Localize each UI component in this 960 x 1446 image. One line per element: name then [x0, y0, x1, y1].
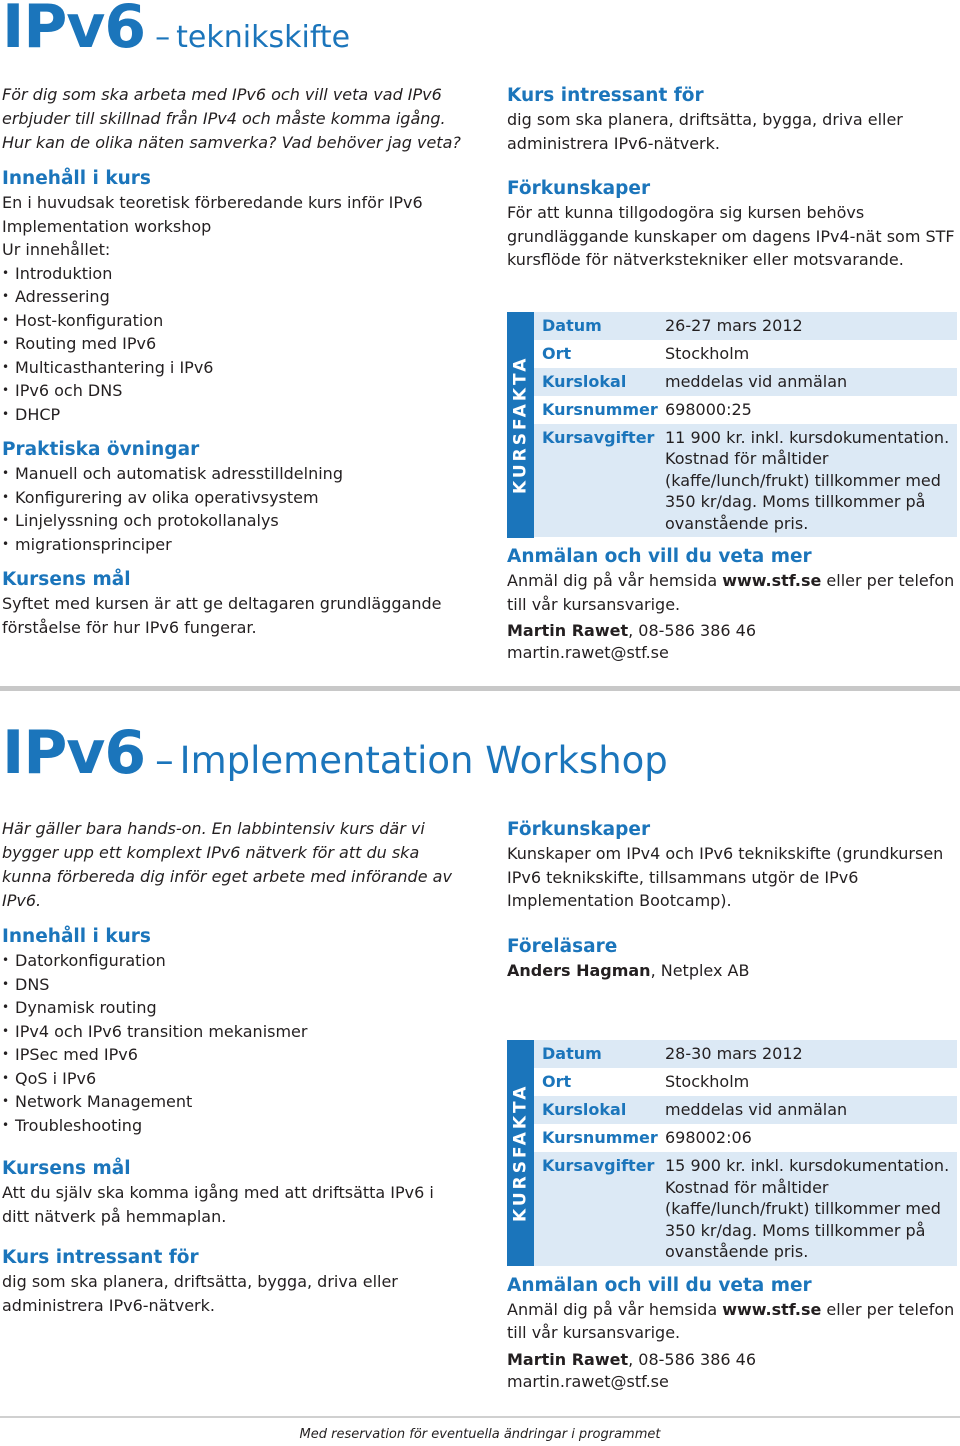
- facts-row-venue: [534, 368, 957, 396]
- course-title: [2, 0, 350, 62]
- audience-heading: Kurs intressant för: [2, 1247, 199, 1268]
- list-item: • IPv6 och DNS: [2, 379, 462, 403]
- prereq-heading: Förkunskaper: [507, 819, 651, 840]
- course-section-teknikskifte: [0, 0, 960, 700]
- facts-value: 26-27 mars 2012: [665, 315, 803, 335]
- facts-row-date: [534, 1040, 957, 1068]
- facts-value: 698002:06: [665, 1128, 752, 1147]
- goal-heading: Kursens mål: [2, 1158, 131, 1179]
- course-section-workshop: [0, 718, 960, 1420]
- right-column: [507, 818, 957, 1393]
- contact-name: Martin Rawet: [507, 621, 629, 640]
- prereq-text: För att kunna tillgodogöra sig kursen behövs grundläggande kunskaper om dagens IPv4-nät som STF kursflöde för nätverkstekniker eller motsvarande.: [507, 203, 955, 269]
- facts-value: 698000:25: [665, 399, 752, 419]
- title-dash: –: [155, 739, 174, 782]
- facts-key: Kursnummer: [542, 399, 658, 419]
- list-item: • DNS: [2, 973, 462, 997]
- list-item: • Network Management: [2, 1090, 462, 1114]
- list-item: • IPSec med IPv6: [2, 1043, 462, 1067]
- facts-value: Stockholm: [665, 1072, 750, 1091]
- list-item: • QoS i IPv6: [2, 1067, 462, 1091]
- list-item: • Adressering: [2, 285, 462, 309]
- facts-key: Kursavgifter: [542, 1156, 655, 1175]
- goal-text: Syftet med kursen är att ge deltagaren grundläggande förståelse för hur IPv6 fungerar.: [2, 594, 442, 637]
- contact-line: [507, 1349, 957, 1371]
- list-item: • IPv4 och IPv6 transition mekanismer: [2, 1020, 462, 1044]
- facts-value: 15 900 kr. inkl. kursdokumentation. Kostnad för måltider (kaffe/lunch/frukt) tillkommer med 350 kr/dag. Moms tillkommer på ovanstående pris.: [665, 1156, 950, 1261]
- facts-value: Stockholm: [665, 343, 750, 363]
- lecturer-heading: Föreläsare: [507, 935, 618, 957]
- course-facts: [507, 312, 957, 538]
- list-item: • Konfigurering av olika operativsystem: [2, 486, 462, 510]
- goal-text: Att du själv ska komma igång med att driftsätta IPv6 i ditt nätverk på hemmaplan.: [2, 1183, 434, 1226]
- signup-text: [507, 1298, 957, 1345]
- facts-row-place: [534, 340, 957, 368]
- contact-line: [507, 620, 957, 642]
- exercises-heading: Praktiska övningar: [2, 439, 200, 460]
- website-link[interactable]: www.stf.se: [722, 571, 822, 590]
- list-item: • Troubleshooting: [2, 1114, 462, 1138]
- list-item: • Datorkonfiguration: [2, 949, 462, 973]
- signup-text: [507, 569, 957, 616]
- facts-row-venue: [534, 1096, 957, 1124]
- intro-text: Här gäller bara hands-on. En labbintensiv kurs där vi bygger upp ett komplext IPv6 nätverk för att du ska kunna förbereda dig inför eget arbete med införande av IPv6.: [2, 819, 452, 910]
- signup-text-post: eller per telefon till vår kursansvarige.: [507, 1299, 955, 1342]
- footer-note: Med reservation för eventuella ändringar i programmet: [299, 1427, 661, 1442]
- title-main: IPv6: [2, 0, 146, 62]
- facts-value: meddelas vid anmälan: [665, 1100, 848, 1119]
- lecturer-org: , Netplex AB: [650, 960, 750, 980]
- facts-key: Kurslokal: [542, 1100, 627, 1119]
- facts-row-date: [534, 312, 957, 340]
- signup-text-post: eller per telefon till vår kursansvarige.: [507, 571, 955, 614]
- audience-text: dig som ska planera, driftsätta, bygga, driva eller administrera IPv6-nätverk.: [507, 110, 903, 153]
- audience-heading: Kurs intressant för: [507, 85, 704, 106]
- facts-row-fees: [534, 424, 957, 538]
- exercises-list: [2, 462, 462, 556]
- facts-row-place: [534, 1068, 957, 1096]
- intro-text: För dig som ska arbeta med IPv6 och vill veta vad IPv6 erbjuder till skillnad från IPv4 och måste komma igång. Hur kan de olika näten samverka? Vad behöver jag veta?: [2, 85, 461, 152]
- left-column: [2, 817, 462, 1329]
- list-item: • Manuell och automatisk adresstilldelning: [2, 462, 462, 486]
- facts-value: 28-30 mars 2012: [665, 1044, 803, 1063]
- list-item: • Introduktion: [2, 262, 462, 286]
- contact-email[interactable]: martin.rawet@stf.se: [507, 1371, 669, 1391]
- facts-key: Ort: [542, 1072, 572, 1091]
- list-item: • Multicasthantering i IPv6: [2, 356, 462, 380]
- signup-heading: Anmälan och vill du veta mer: [507, 546, 812, 567]
- facts-label: KURSFAKTA: [510, 355, 531, 494]
- lecturer-text: [507, 959, 957, 983]
- facts-row-number: [534, 396, 957, 424]
- list-item: • migrationsprinciper: [2, 533, 462, 557]
- audience-text: dig som ska planera, driftsätta, bygga, driva eller administrera IPv6-nätverk.: [2, 1272, 398, 1315]
- content-subtext: Ur innehållet:: [2, 240, 111, 259]
- course-facts: [507, 1040, 957, 1266]
- list-item: • Linjelyssning och protokollanalys: [2, 509, 462, 533]
- title-sub: teknikskifte: [176, 20, 351, 55]
- signup-text-pre: Anmäl dig på vår hemsida: [507, 1299, 723, 1319]
- title-dash: –: [155, 20, 171, 55]
- contact-email[interactable]: martin.rawet@stf.se: [507, 643, 669, 662]
- content-list: [2, 262, 462, 427]
- content-heading: Innehåll i kurs: [2, 926, 151, 947]
- goal-heading: Kursens mål: [2, 569, 131, 590]
- signup-heading: Anmälan och vill du veta mer: [507, 1274, 812, 1296]
- facts-key: Kursavgifter: [542, 427, 655, 447]
- list-item: • Dynamisk routing: [2, 996, 462, 1020]
- contact-name: Martin Rawet: [507, 1349, 629, 1369]
- content-heading: Innehåll i kurs: [2, 168, 151, 189]
- facts-key: Datum: [542, 1044, 602, 1063]
- section-divider: [0, 686, 960, 691]
- footer-divider: [0, 1416, 960, 1418]
- prereq-text: Kunskaper om IPv4 och IPv6 teknikskifte (grundkursen IPv6 teknikskifte, tillsammans utgör de IPv6 Implementation Bootcamp).: [507, 844, 944, 910]
- right-column: [507, 84, 957, 664]
- prereq-heading: Förkunskaper: [507, 178, 651, 199]
- facts-key: Kursnummer: [542, 1128, 658, 1147]
- facts-label: KURSFAKTA: [510, 1083, 531, 1223]
- website-link[interactable]: www.stf.se: [722, 1299, 822, 1319]
- lecturer-name: Anders Hagman: [507, 960, 651, 980]
- list-item: • DHCP: [2, 403, 462, 427]
- left-column: [2, 83, 462, 651]
- facts-value: 11 900 kr. inkl. kursdokumentation. Kostnad för måltider (kaffe/lunch/frukt) tillkommer med 350 kr/dag. Moms tillkommer på ovanstående pris.: [665, 427, 950, 533]
- list-item: • Routing med IPv6: [2, 332, 462, 356]
- signup-text-pre: Anmäl dig på vår hemsida: [507, 571, 723, 590]
- title-main: IPv6: [2, 718, 146, 788]
- facts-row-number: [534, 1124, 957, 1152]
- facts-key: Ort: [542, 343, 572, 363]
- title-sub: Implementation Workshop: [179, 739, 668, 782]
- facts-key: Kurslokal: [542, 371, 627, 391]
- list-item: • Host-konfiguration: [2, 309, 462, 333]
- content-text: En i huvudsak teoretisk förberedande kurs inför IPv6 Implementation workshop: [2, 193, 423, 236]
- facts-row-fees: [534, 1152, 957, 1266]
- contact-phone: , 08-586 386 46: [628, 621, 757, 640]
- facts-key: Datum: [542, 315, 602, 335]
- contact-phone: , 08-586 386 46: [628, 1349, 757, 1369]
- facts-value: meddelas vid anmälan: [665, 371, 848, 391]
- content-list: [2, 949, 462, 1137]
- course-title: [2, 718, 668, 788]
